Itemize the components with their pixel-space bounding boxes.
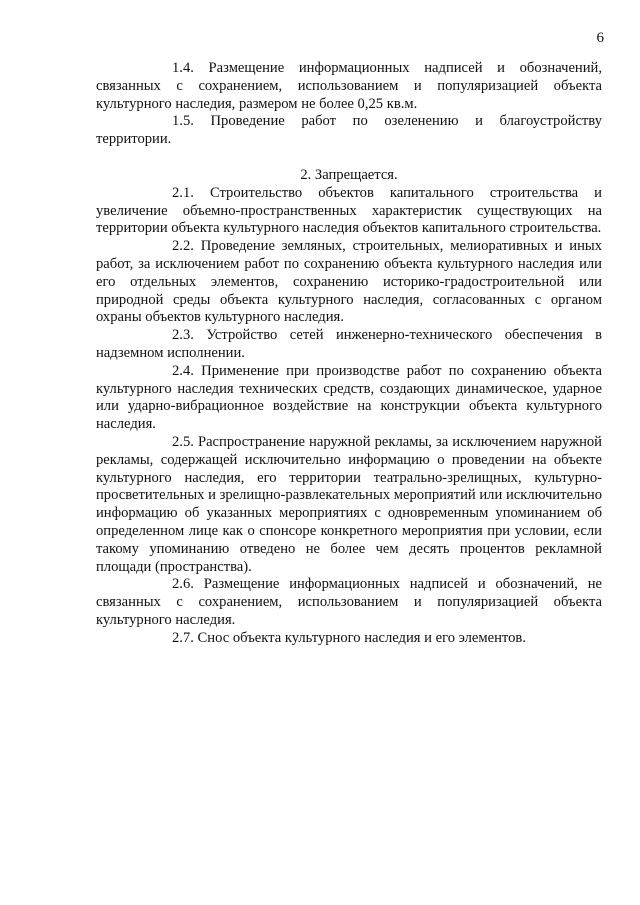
document-body — [96, 60, 602, 648]
item-text: Проведение работ по озеленению и благоустройству территории. — [96, 113, 602, 148]
item-2-4 — [96, 363, 602, 434]
item-1-5 — [96, 113, 602, 149]
item-text: Размещение информационных надписей и обозначений, не связанных с сохранением, использованием и популяризацией объекта культурного наследия. — [96, 576, 602, 628]
item-2-1 — [96, 185, 602, 238]
item-2-6 — [96, 576, 602, 629]
item-number: 2.4. — [172, 362, 194, 379]
item-2-5 — [96, 434, 602, 576]
item-2-2 — [96, 238, 602, 327]
item-number: 1.5. — [172, 113, 194, 130]
item-number: 2.5. — [172, 433, 194, 450]
item-text: Устройство сетей инженерно-технического обеспечения в надземном исполнении. — [96, 327, 602, 361]
item-text: Применение при производстве работ по сохранению объекта культурного наследия технических средств, создающих динамическое, ударное или ударно-вибрационное воздействие на конструкции объекта культурного наследия. — [96, 362, 602, 433]
item-text: Размещение информационных надписей и обозначений, связанных с сохранением, использованием и популяризацией объекта культурного наследия, размером не более 0,25 кв.м. — [96, 60, 602, 112]
item-1-4 — [96, 60, 602, 113]
item-number: 1.4. — [172, 60, 194, 76]
item-text: Проведение земляных, строительных, мелиоративных и иных работ, за исключением работ по сохранению объекта культурного наследия или его отдельных элементов, сохранению историко-градостроительной или природной среды объекта культурного наследия, согласованных с органом охраны объектов культурного наследия. — [96, 238, 602, 326]
page-number: 6 — [596, 30, 604, 46]
item-number: 2.2. — [172, 238, 194, 255]
item-text: Снос объекта культурного наследия и его элементов. — [197, 629, 526, 646]
section-heading: 2. Запрещается. — [300, 166, 398, 183]
item-number: 2.6. — [172, 576, 194, 593]
item-2-3 — [96, 327, 602, 363]
item-number: 2.3. — [172, 327, 194, 344]
item-number: 2.7. — [172, 629, 194, 646]
item-text: Строительство объектов капитального строительства и увеличение объемно-пространственных характеристик существующих на территории объекта культурного наследия объектов капитального строительства. — [96, 184, 602, 237]
item-2-7 — [96, 630, 602, 648]
item-number: 2.1. — [172, 184, 194, 201]
item-text: Распространение наружной рекламы, за исключением наружной рекламы, содержащей исключительно информацию о проведении на объекте культурного наследия, его территории театрально-зрелищных, культурно-просветительных и зрелищно-развлекательных мероприятий или исключительно информацию об указанных мероприятиях с одновременным упоминанием об определенном лице как о спонсоре конкретного мероприятия при условии, если такому упоминанию отведено не более чем десять процентов рекламной площади (пространства). — [96, 433, 602, 575]
